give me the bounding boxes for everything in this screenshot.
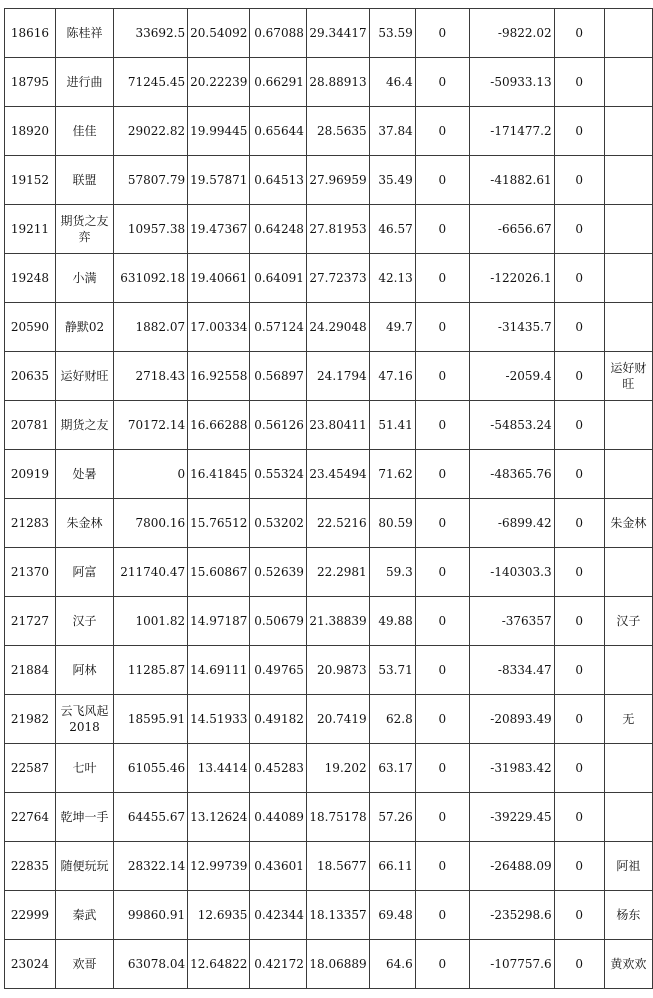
cell-flag-2: 0 xyxy=(554,842,604,891)
cell-amount: 70172.14 xyxy=(114,401,188,450)
cell-id: 18795 xyxy=(5,58,56,107)
cell-value-a: 12.64822 xyxy=(188,940,250,989)
cell-percent: 53.71 xyxy=(369,646,415,695)
cell-flag: 0 xyxy=(415,9,469,58)
cell-percent: 46.4 xyxy=(369,58,415,107)
table-row xyxy=(5,352,653,401)
cell-flag-2: 0 xyxy=(554,254,604,303)
cell-percent: 66.11 xyxy=(369,842,415,891)
cell-amount: 61055.46 xyxy=(114,744,188,793)
cell-flag-2: 0 xyxy=(554,597,604,646)
cell-ratio: 0.55324 xyxy=(250,450,306,499)
cell-flag: 0 xyxy=(415,499,469,548)
cell-value-b: 18.5677 xyxy=(306,842,369,891)
cell-percent: 42.13 xyxy=(369,254,415,303)
cell-value-a: 19.47367 xyxy=(188,205,250,254)
cell-name: 乾坤一手 xyxy=(55,793,113,842)
cell-amount: 63078.04 xyxy=(114,940,188,989)
cell-balance: -26488.09 xyxy=(469,842,554,891)
cell-value-a: 20.54092 xyxy=(188,9,250,58)
cell-value-a: 20.22239 xyxy=(188,58,250,107)
table-row xyxy=(5,58,653,107)
cell-id: 18616 xyxy=(5,9,56,58)
cell-value-b: 18.06889 xyxy=(306,940,369,989)
cell-note xyxy=(604,793,652,842)
cell-value-a: 19.99445 xyxy=(188,107,250,156)
cell-value-b: 24.1794 xyxy=(306,352,369,401)
cell-value-a: 15.60867 xyxy=(188,548,250,597)
table-row xyxy=(5,744,653,793)
cell-balance: -39229.45 xyxy=(469,793,554,842)
cell-note: 朱金林 xyxy=(604,499,652,548)
cell-note xyxy=(604,548,652,597)
cell-flag: 0 xyxy=(415,646,469,695)
cell-flag-2: 0 xyxy=(554,891,604,940)
cell-amount: 11285.87 xyxy=(114,646,188,695)
table-body xyxy=(5,9,653,989)
cell-flag-2: 0 xyxy=(554,156,604,205)
cell-percent: 46.57 xyxy=(369,205,415,254)
cell-value-a: 19.40661 xyxy=(188,254,250,303)
cell-id: 20919 xyxy=(5,450,56,499)
cell-id: 19152 xyxy=(5,156,56,205)
cell-balance: -50933.13 xyxy=(469,58,554,107)
cell-note xyxy=(604,58,652,107)
cell-note xyxy=(604,646,652,695)
cell-balance: -20893.49 xyxy=(469,695,554,744)
cell-id: 22835 xyxy=(5,842,56,891)
cell-value-a: 16.41845 xyxy=(188,450,250,499)
cell-note: 无 xyxy=(604,695,652,744)
cell-flag: 0 xyxy=(415,401,469,450)
cell-value-a: 14.51933 xyxy=(188,695,250,744)
cell-name: 期货之友弈 xyxy=(55,205,113,254)
table-row xyxy=(5,548,653,597)
cell-name: 进行曲 xyxy=(55,58,113,107)
cell-flag: 0 xyxy=(415,891,469,940)
cell-amount: 71245.45 xyxy=(114,58,188,107)
table-row xyxy=(5,842,653,891)
cell-flag-2: 0 xyxy=(554,450,604,499)
cell-id: 20590 xyxy=(5,303,56,352)
cell-value-a: 14.69111 xyxy=(188,646,250,695)
cell-amount: 28322.14 xyxy=(114,842,188,891)
cell-value-a: 13.4414 xyxy=(188,744,250,793)
cell-value-b: 23.45494 xyxy=(306,450,369,499)
cell-percent: 71.62 xyxy=(369,450,415,499)
cell-flag-2: 0 xyxy=(554,9,604,58)
cell-ratio: 0.57124 xyxy=(250,303,306,352)
cell-ratio: 0.53202 xyxy=(250,499,306,548)
cell-flag-2: 0 xyxy=(554,646,604,695)
cell-flag: 0 xyxy=(415,303,469,352)
table-row xyxy=(5,9,653,58)
cell-value-a: 16.66288 xyxy=(188,401,250,450)
cell-amount: 10957.38 xyxy=(114,205,188,254)
cell-amount: 33692.5 xyxy=(114,9,188,58)
cell-value-a: 13.12624 xyxy=(188,793,250,842)
cell-ratio: 0.42172 xyxy=(250,940,306,989)
cell-balance: -2059.4 xyxy=(469,352,554,401)
table-row xyxy=(5,597,653,646)
cell-name: 随便玩玩 xyxy=(55,842,113,891)
cell-percent: 57.26 xyxy=(369,793,415,842)
cell-flag-2: 0 xyxy=(554,303,604,352)
cell-value-b: 28.5635 xyxy=(306,107,369,156)
cell-ratio: 0.43601 xyxy=(250,842,306,891)
cell-ratio: 0.50679 xyxy=(250,597,306,646)
cell-note xyxy=(604,401,652,450)
cell-value-b: 18.13357 xyxy=(306,891,369,940)
cell-id: 22587 xyxy=(5,744,56,793)
cell-ratio: 0.49765 xyxy=(250,646,306,695)
cell-percent: 62.8 xyxy=(369,695,415,744)
cell-flag: 0 xyxy=(415,58,469,107)
cell-flag-2: 0 xyxy=(554,352,604,401)
cell-id: 19211 xyxy=(5,205,56,254)
cell-flag-2: 0 xyxy=(554,744,604,793)
cell-value-b: 22.2981 xyxy=(306,548,369,597)
cell-note: 阿祖 xyxy=(604,842,652,891)
cell-note: 黄欢欢 xyxy=(604,940,652,989)
cell-percent: 49.7 xyxy=(369,303,415,352)
cell-flag-2: 0 xyxy=(554,793,604,842)
cell-ratio: 0.67088 xyxy=(250,9,306,58)
cell-flag: 0 xyxy=(415,744,469,793)
cell-ratio: 0.66291 xyxy=(250,58,306,107)
cell-name: 七叶 xyxy=(55,744,113,793)
cell-flag: 0 xyxy=(415,352,469,401)
cell-value-b: 18.75178 xyxy=(306,793,369,842)
cell-percent: 64.6 xyxy=(369,940,415,989)
cell-name: 静默02 xyxy=(55,303,113,352)
cell-note: 汉子 xyxy=(604,597,652,646)
cell-percent: 49.88 xyxy=(369,597,415,646)
cell-flag: 0 xyxy=(415,940,469,989)
cell-flag: 0 xyxy=(415,842,469,891)
cell-value-b: 20.7419 xyxy=(306,695,369,744)
cell-balance: -41882.61 xyxy=(469,156,554,205)
cell-id: 19248 xyxy=(5,254,56,303)
cell-name: 秦武 xyxy=(55,891,113,940)
cell-value-b: 19.202 xyxy=(306,744,369,793)
cell-value-b: 20.9873 xyxy=(306,646,369,695)
cell-name: 阿林 xyxy=(55,646,113,695)
cell-value-a: 16.92558 xyxy=(188,352,250,401)
cell-note: 运好财旺 xyxy=(604,352,652,401)
cell-id: 20781 xyxy=(5,401,56,450)
table-row xyxy=(5,401,653,450)
data-table xyxy=(4,8,653,989)
cell-flag: 0 xyxy=(415,205,469,254)
cell-amount: 7800.16 xyxy=(114,499,188,548)
cell-value-a: 12.6935 xyxy=(188,891,250,940)
cell-amount: 0 xyxy=(114,450,188,499)
cell-flag: 0 xyxy=(415,597,469,646)
cell-flag: 0 xyxy=(415,156,469,205)
cell-flag-2: 0 xyxy=(554,58,604,107)
cell-value-b: 22.5216 xyxy=(306,499,369,548)
cell-amount: 631092.18 xyxy=(114,254,188,303)
cell-name: 联盟 xyxy=(55,156,113,205)
cell-ratio: 0.52639 xyxy=(250,548,306,597)
cell-note xyxy=(604,205,652,254)
cell-note xyxy=(604,254,652,303)
table-row xyxy=(5,303,653,352)
cell-name: 欢哥 xyxy=(55,940,113,989)
table-row xyxy=(5,450,653,499)
table-row xyxy=(5,646,653,695)
cell-id: 21884 xyxy=(5,646,56,695)
cell-flag-2: 0 xyxy=(554,401,604,450)
cell-ratio: 0.42344 xyxy=(250,891,306,940)
table-row xyxy=(5,499,653,548)
cell-amount: 29022.82 xyxy=(114,107,188,156)
cell-id: 22764 xyxy=(5,793,56,842)
cell-value-b: 29.34417 xyxy=(306,9,369,58)
cell-value-a: 15.76512 xyxy=(188,499,250,548)
cell-balance: -54853.24 xyxy=(469,401,554,450)
cell-flag-2: 0 xyxy=(554,205,604,254)
cell-name: 阿富 xyxy=(55,548,113,597)
cell-note xyxy=(604,303,652,352)
table-row xyxy=(5,940,653,989)
cell-name: 处暑 xyxy=(55,450,113,499)
cell-balance: -48365.76 xyxy=(469,450,554,499)
cell-percent: 80.59 xyxy=(369,499,415,548)
cell-flag-2: 0 xyxy=(554,499,604,548)
cell-flag: 0 xyxy=(415,450,469,499)
cell-amount: 1001.82 xyxy=(114,597,188,646)
cell-amount: 99860.91 xyxy=(114,891,188,940)
cell-ratio: 0.64248 xyxy=(250,205,306,254)
cell-balance: -107757.6 xyxy=(469,940,554,989)
cell-balance: -122026.1 xyxy=(469,254,554,303)
cell-amount: 2718.43 xyxy=(114,352,188,401)
cell-percent: 53.59 xyxy=(369,9,415,58)
cell-balance: -140303.3 xyxy=(469,548,554,597)
cell-value-b: 23.80411 xyxy=(306,401,369,450)
cell-ratio: 0.64091 xyxy=(250,254,306,303)
cell-percent: 69.48 xyxy=(369,891,415,940)
cell-amount: 18595.91 xyxy=(114,695,188,744)
cell-name: 朱金林 xyxy=(55,499,113,548)
cell-name: 运好财旺 xyxy=(55,352,113,401)
table-row xyxy=(5,793,653,842)
cell-balance: -9822.02 xyxy=(469,9,554,58)
cell-id: 21283 xyxy=(5,499,56,548)
cell-ratio: 0.49182 xyxy=(250,695,306,744)
cell-flag: 0 xyxy=(415,548,469,597)
cell-balance: -376357 xyxy=(469,597,554,646)
cell-flag-2: 0 xyxy=(554,548,604,597)
cell-amount: 211740.47 xyxy=(114,548,188,597)
cell-flag: 0 xyxy=(415,254,469,303)
cell-flag: 0 xyxy=(415,793,469,842)
cell-id: 18920 xyxy=(5,107,56,156)
cell-value-a: 14.97187 xyxy=(188,597,250,646)
cell-id: 21370 xyxy=(5,548,56,597)
cell-percent: 47.16 xyxy=(369,352,415,401)
cell-note: 杨东 xyxy=(604,891,652,940)
cell-balance: -31435.7 xyxy=(469,303,554,352)
cell-name: 陈桂祥 xyxy=(55,9,113,58)
cell-balance: -6899.42 xyxy=(469,499,554,548)
cell-value-b: 27.96959 xyxy=(306,156,369,205)
cell-flag: 0 xyxy=(415,695,469,744)
cell-percent: 59.3 xyxy=(369,548,415,597)
table-row xyxy=(5,891,653,940)
cell-note xyxy=(604,450,652,499)
cell-name: 佳佳 xyxy=(55,107,113,156)
cell-amount: 57807.79 xyxy=(114,156,188,205)
cell-note xyxy=(604,744,652,793)
cell-balance: -31983.42 xyxy=(469,744,554,793)
cell-percent: 35.49 xyxy=(369,156,415,205)
cell-note xyxy=(604,107,652,156)
cell-value-b: 27.72373 xyxy=(306,254,369,303)
cell-id: 20635 xyxy=(5,352,56,401)
cell-id: 21982 xyxy=(5,695,56,744)
table-row xyxy=(5,156,653,205)
cell-ratio: 0.56897 xyxy=(250,352,306,401)
cell-ratio: 0.44089 xyxy=(250,793,306,842)
table-row xyxy=(5,695,653,744)
cell-value-a: 19.57871 xyxy=(188,156,250,205)
cell-balance: -6656.67 xyxy=(469,205,554,254)
cell-flag-2: 0 xyxy=(554,940,604,989)
cell-ratio: 0.64513 xyxy=(250,156,306,205)
cell-flag-2: 0 xyxy=(554,695,604,744)
cell-note xyxy=(604,156,652,205)
cell-id: 22999 xyxy=(5,891,56,940)
cell-percent: 51.41 xyxy=(369,401,415,450)
cell-ratio: 0.45283 xyxy=(250,744,306,793)
cell-note xyxy=(604,9,652,58)
table-row xyxy=(5,107,653,156)
cell-flag: 0 xyxy=(415,107,469,156)
cell-value-a: 12.99739 xyxy=(188,842,250,891)
table-row xyxy=(5,205,653,254)
cell-percent: 37.84 xyxy=(369,107,415,156)
cell-name: 汉子 xyxy=(55,597,113,646)
cell-ratio: 0.65644 xyxy=(250,107,306,156)
cell-balance: -171477.2 xyxy=(469,107,554,156)
cell-percent: 63.17 xyxy=(369,744,415,793)
cell-id: 23024 xyxy=(5,940,56,989)
cell-value-b: 24.29048 xyxy=(306,303,369,352)
cell-value-b: 28.88913 xyxy=(306,58,369,107)
cell-value-b: 21.38839 xyxy=(306,597,369,646)
cell-flag-2: 0 xyxy=(554,107,604,156)
cell-ratio: 0.56126 xyxy=(250,401,306,450)
cell-name: 期货之友 xyxy=(55,401,113,450)
cell-value-b: 27.81953 xyxy=(306,205,369,254)
cell-balance: -8334.47 xyxy=(469,646,554,695)
cell-balance: -235298.6 xyxy=(469,891,554,940)
table-row xyxy=(5,254,653,303)
cell-id: 21727 xyxy=(5,597,56,646)
cell-amount: 1882.07 xyxy=(114,303,188,352)
cell-name: 小满 xyxy=(55,254,113,303)
cell-value-a: 17.00334 xyxy=(188,303,250,352)
cell-name: 云飞风起2018 xyxy=(55,695,113,744)
cell-amount: 64455.67 xyxy=(114,793,188,842)
